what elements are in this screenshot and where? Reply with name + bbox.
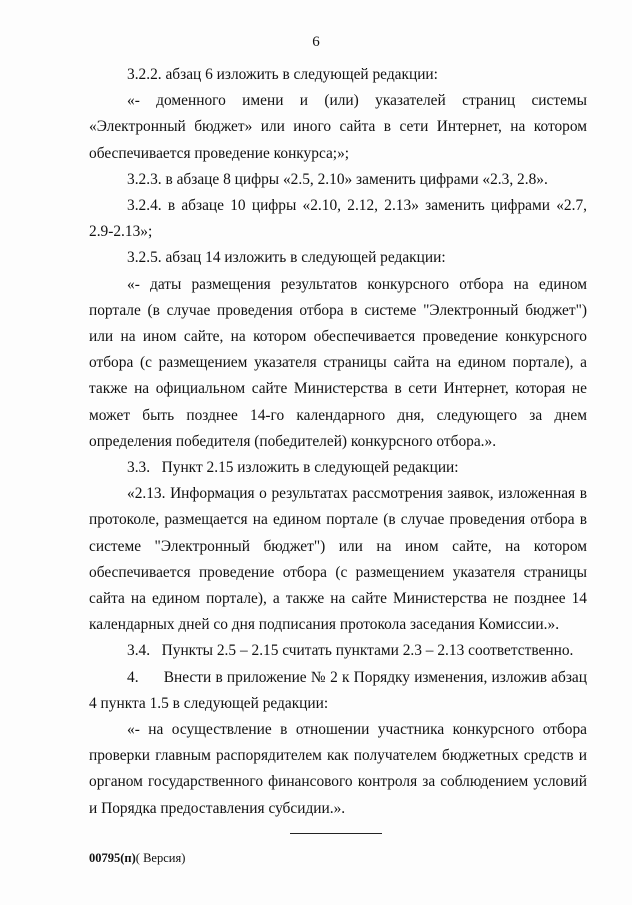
paragraph-3-2-2: 3.2.2. абзац 6 изложить в следующей редакции: xyxy=(127,66,438,83)
document-code: 00795(п) xyxy=(89,851,136,865)
paragraph-results-date-quote: «- даты размещения результатов конкурсного отбора на едином портале (в случае проведения отбора в системе "Электронный бюджет") или на ином сайте, на котором обеспечивается проведение конкурсного отбора (с размещением указателя страницы сайта на едином портале), а также на официальном сайте Министерства в сети Интернет, которая не может быть позднее 14-го календарного дня, следующего за днем определения победителя (победителей) конкурсного отбора.». xyxy=(89,275,587,450)
end-separator-line xyxy=(290,833,382,834)
footer-document-code xyxy=(89,851,185,866)
paragraph-3-2-4: 3.2.4. в абзаце 10 цифры «2.10, 2.12, 2.13» заменить цифрами «2.7, 2.9-2.13»; xyxy=(89,197,587,241)
document-version: ( Версия) xyxy=(135,851,186,865)
page-number: 6 xyxy=(312,34,320,50)
paragraph-domain-name-quote: «- доменного имени и (или) указателей страниц системы «Электронный бюджет» или иного сайта в сети Интернет, на котором обеспечивается проведение конкурса;»; xyxy=(89,92,587,162)
paragraph-4: 4. Внести в приложение № 2 к Порядку изменения, изложив абзац 4 пункта 1.5 в следующей редакции: xyxy=(89,668,587,712)
paragraph-3-2-3: 3.2.3. в абзаце 8 цифры «2.5, 2.10» заменить цифрами «2.3, 2.8». xyxy=(127,170,548,188)
paragraph-3-4: 3.4. Пункты 2.5 – 2.15 считать пунктами 2.3 – 2.13 соответственно. xyxy=(127,642,574,660)
document-body xyxy=(89,62,587,822)
paragraph-2-13-quote: «2.13. Информация о результатах рассмотрения заявок, изложенная в протоколе, размещается на едином портале (в случае проведения отбора в системе "Электронный бюджет") или на ином сайте, на котором обеспечивается проведение отбора (с размещением указателя страницы сайта на едином портале), а также на сайте Министерства не позднее 14 календарных дней со дня подписания протокола заседания Комиссии.». xyxy=(89,485,587,634)
paragraph-3-3: 3.3. Пункт 2.15 изложить в следующей редакции: xyxy=(127,459,459,477)
paragraph-3-2-5: 3.2.5. абзац 14 изложить в следующей редакции: xyxy=(127,249,446,267)
paragraph-inspection-quote: «- на осуществление в отношении участника конкурсного отбора проверки главным распорядителем как получателем бюджетных средств и органом государственного финансового контроля за соблюдением условий и Порядка предоставления субсидии.». xyxy=(89,721,587,817)
